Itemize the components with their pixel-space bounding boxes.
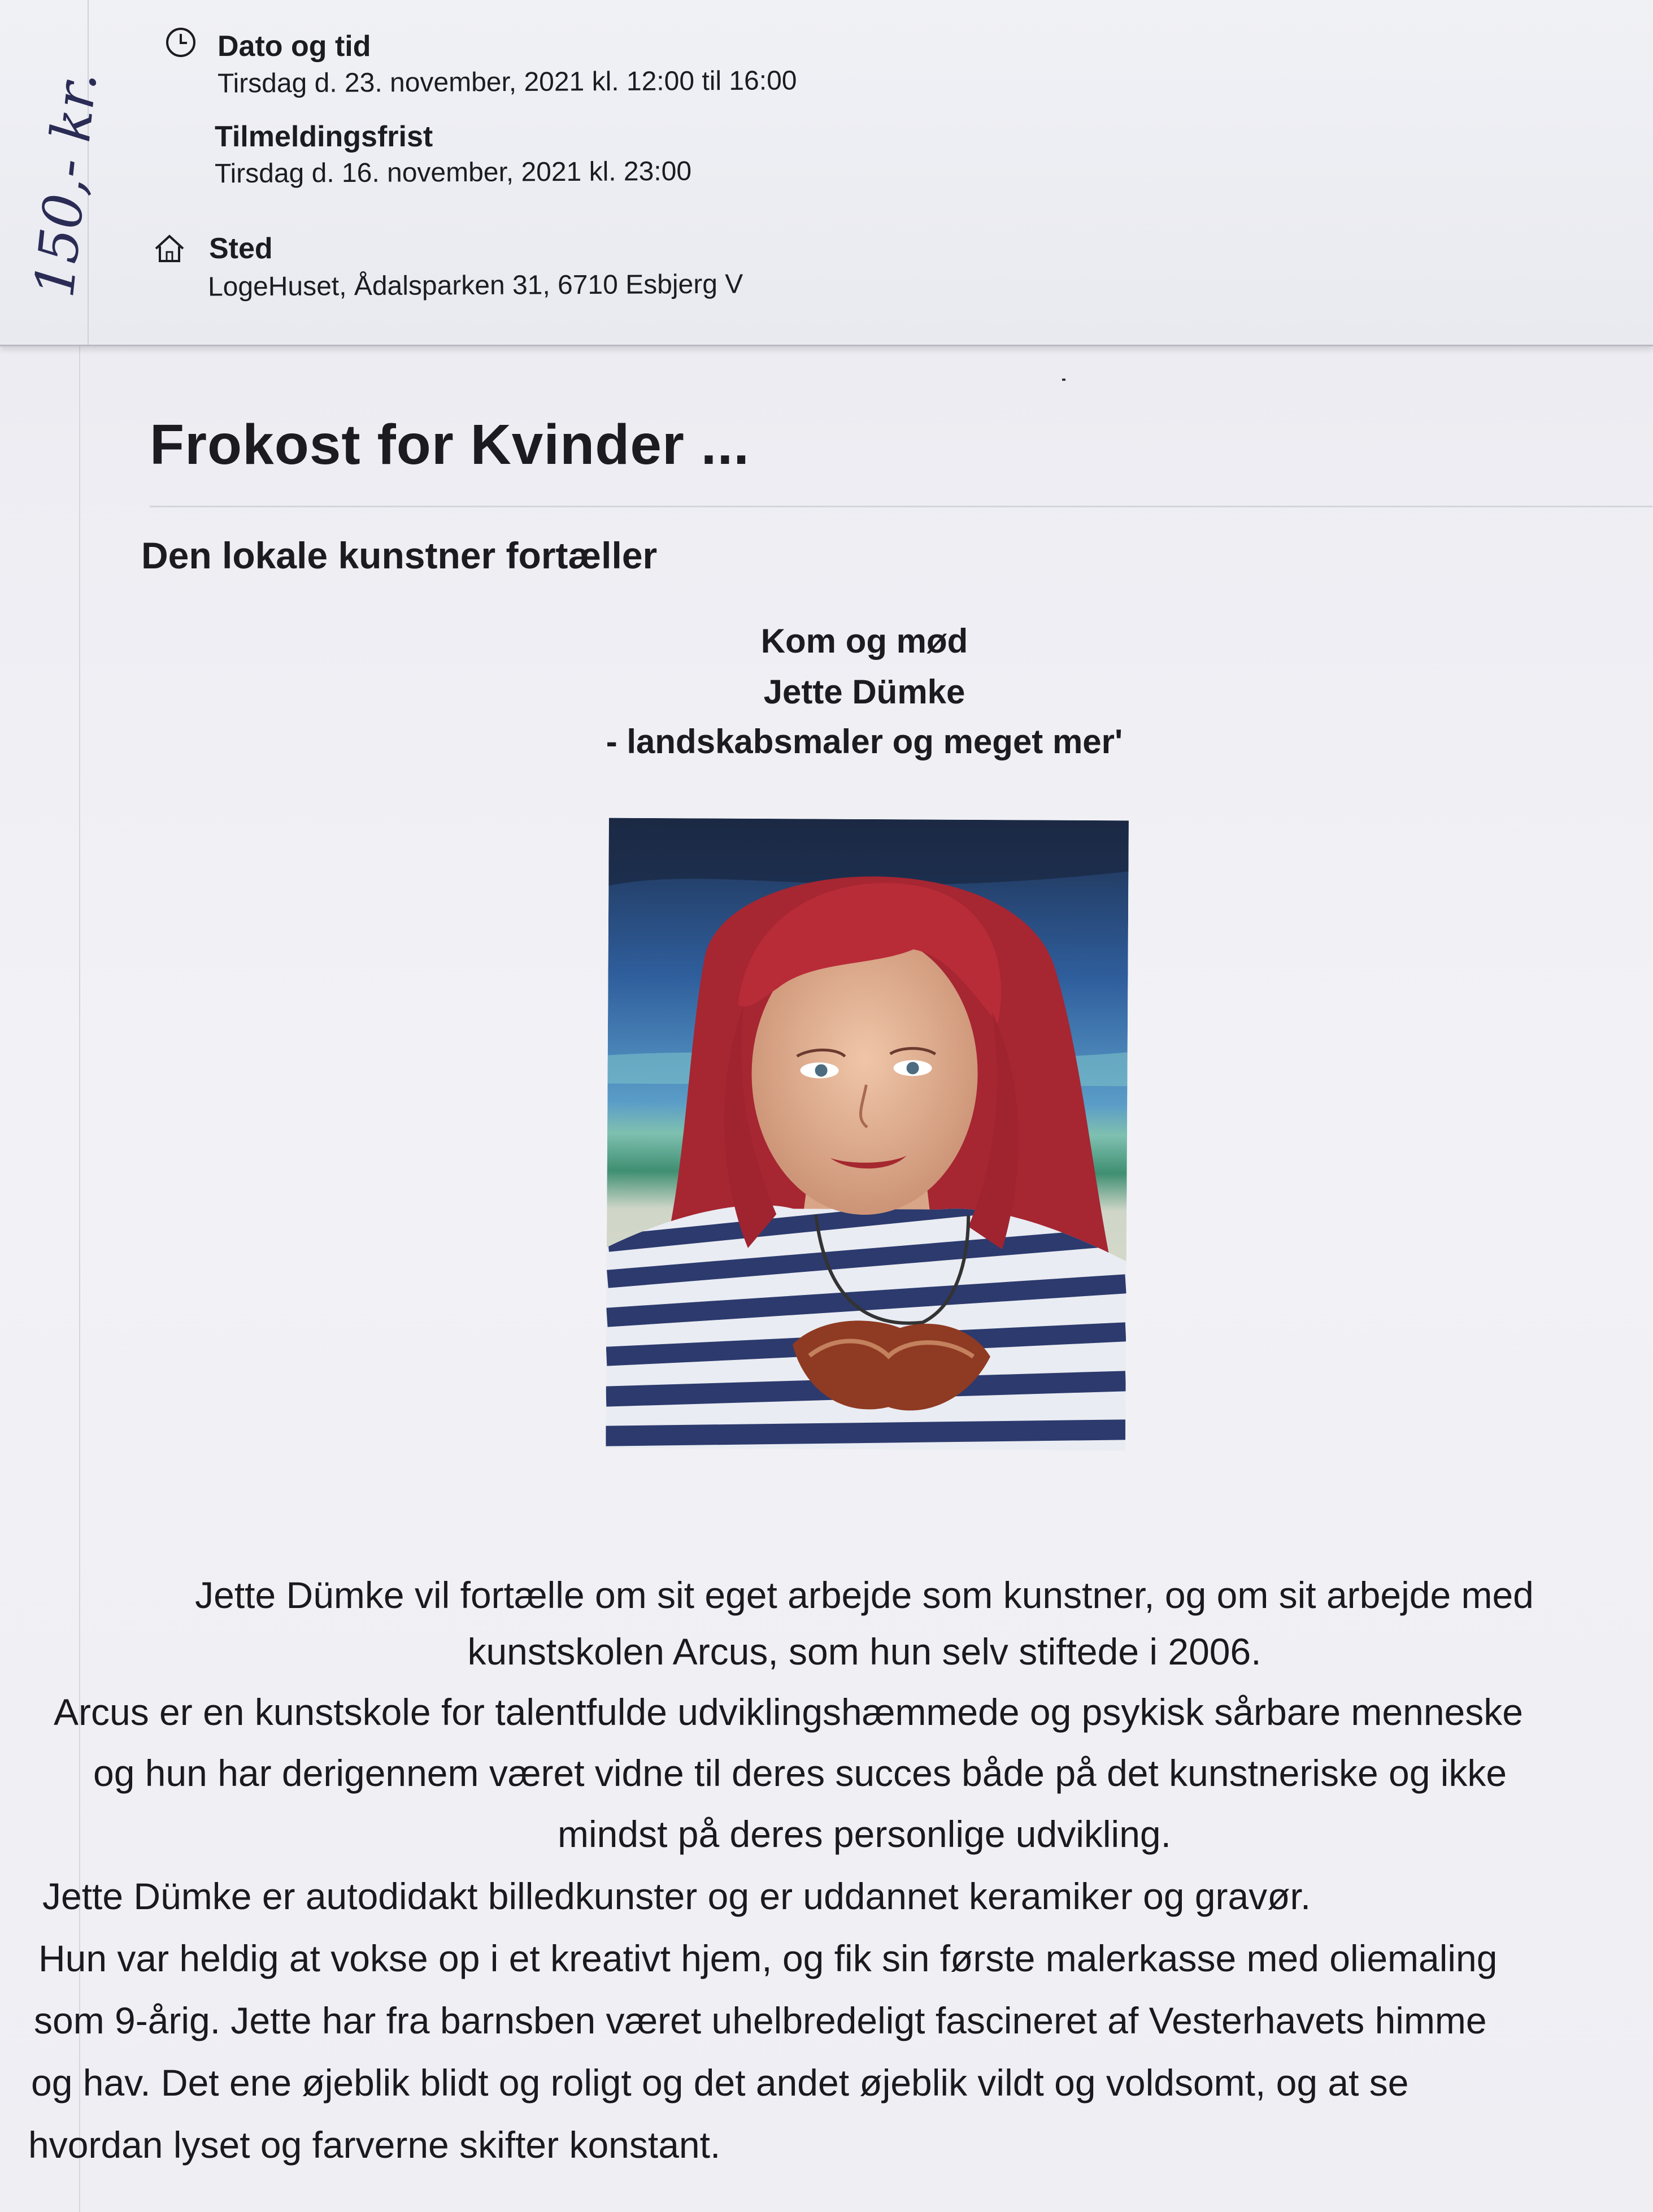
intro-line-1: Kom og mød bbox=[760, 622, 968, 660]
deadline-label: Tilmeldingsfrist bbox=[215, 120, 433, 153]
paragraph-line-10: hvordan lyset og farverne skifter konstant. bbox=[28, 2124, 721, 2166]
home-icon bbox=[153, 232, 186, 266]
handwritten-price-note: 150,- kr. bbox=[23, 68, 110, 301]
paragraph-line-8: som 9-årig. Jette har fra barnsben været uhelbredeligt fascineret af Vesterhavets himme bbox=[34, 2000, 1487, 2041]
paragraph-line-5: mindst på deres personlige udvikling. bbox=[558, 1813, 1171, 1855]
clock-icon bbox=[164, 25, 198, 59]
paragraph-line-1: Jette Dümke vil fortælle om sit eget arbejde som kunstner, og om sit arbejde med bbox=[195, 1574, 1534, 1616]
date-label: Dato og tid bbox=[218, 30, 371, 63]
place-value: LogeHuset, Ådalsparken 31, 6710 Esbjerg V bbox=[207, 269, 743, 302]
paragraph-line-4: og hun har derigennem været vidne til deres succes både på det kunstneriske og ikke bbox=[93, 1752, 1507, 1794]
place-label: Sted bbox=[209, 232, 273, 265]
article-subtitle: Den lokale kunstner fortæller bbox=[141, 534, 658, 576]
paragraph-line-2: kunstskolen Arcus, som hun selv stiftede i 2006. bbox=[467, 1631, 1262, 1672]
article-sheet bbox=[0, 339, 1653, 2212]
paragraph-line-6: Jette Dümke er autodidakt billedkunster og er uddannet keramiker og gravør. bbox=[42, 1875, 1311, 1917]
paragraph-line-7: Hun var heldig at vokse op i et kreativt hjem, og fik sin første malerkasse med oliemaling bbox=[38, 1937, 1498, 1979]
event-info-sheet bbox=[0, 0, 1653, 346]
intro-line-3: - landskabsmaler og meget mer' bbox=[606, 723, 1123, 760]
artist-portrait-photo bbox=[606, 818, 1129, 1451]
paragraph-line-9: og hav. Det ene øjeblik blidt og roligt og det andet øjeblik vildt og voldsomt, og at se bbox=[31, 2062, 1409, 2104]
title-divider bbox=[150, 506, 1652, 507]
margin-line bbox=[79, 339, 80, 2212]
deadline-value: Tirsdag d. 16. november, 2021 kl. 23:00 bbox=[214, 156, 692, 189]
date-value: Tirsdag d. 23. november, 2021 kl. 12:00 til 16:00 bbox=[217, 66, 797, 99]
paper-speck bbox=[1062, 379, 1065, 381]
page-title: Frokost for Kvinder ... bbox=[150, 413, 750, 476]
paragraph-line-3: Arcus er en kunstskole for talentfulde udviklingshæmmede og psykisk sårbare menneske bbox=[54, 1691, 1523, 1733]
intro-line-2: Jette Dümke bbox=[763, 673, 965, 711]
